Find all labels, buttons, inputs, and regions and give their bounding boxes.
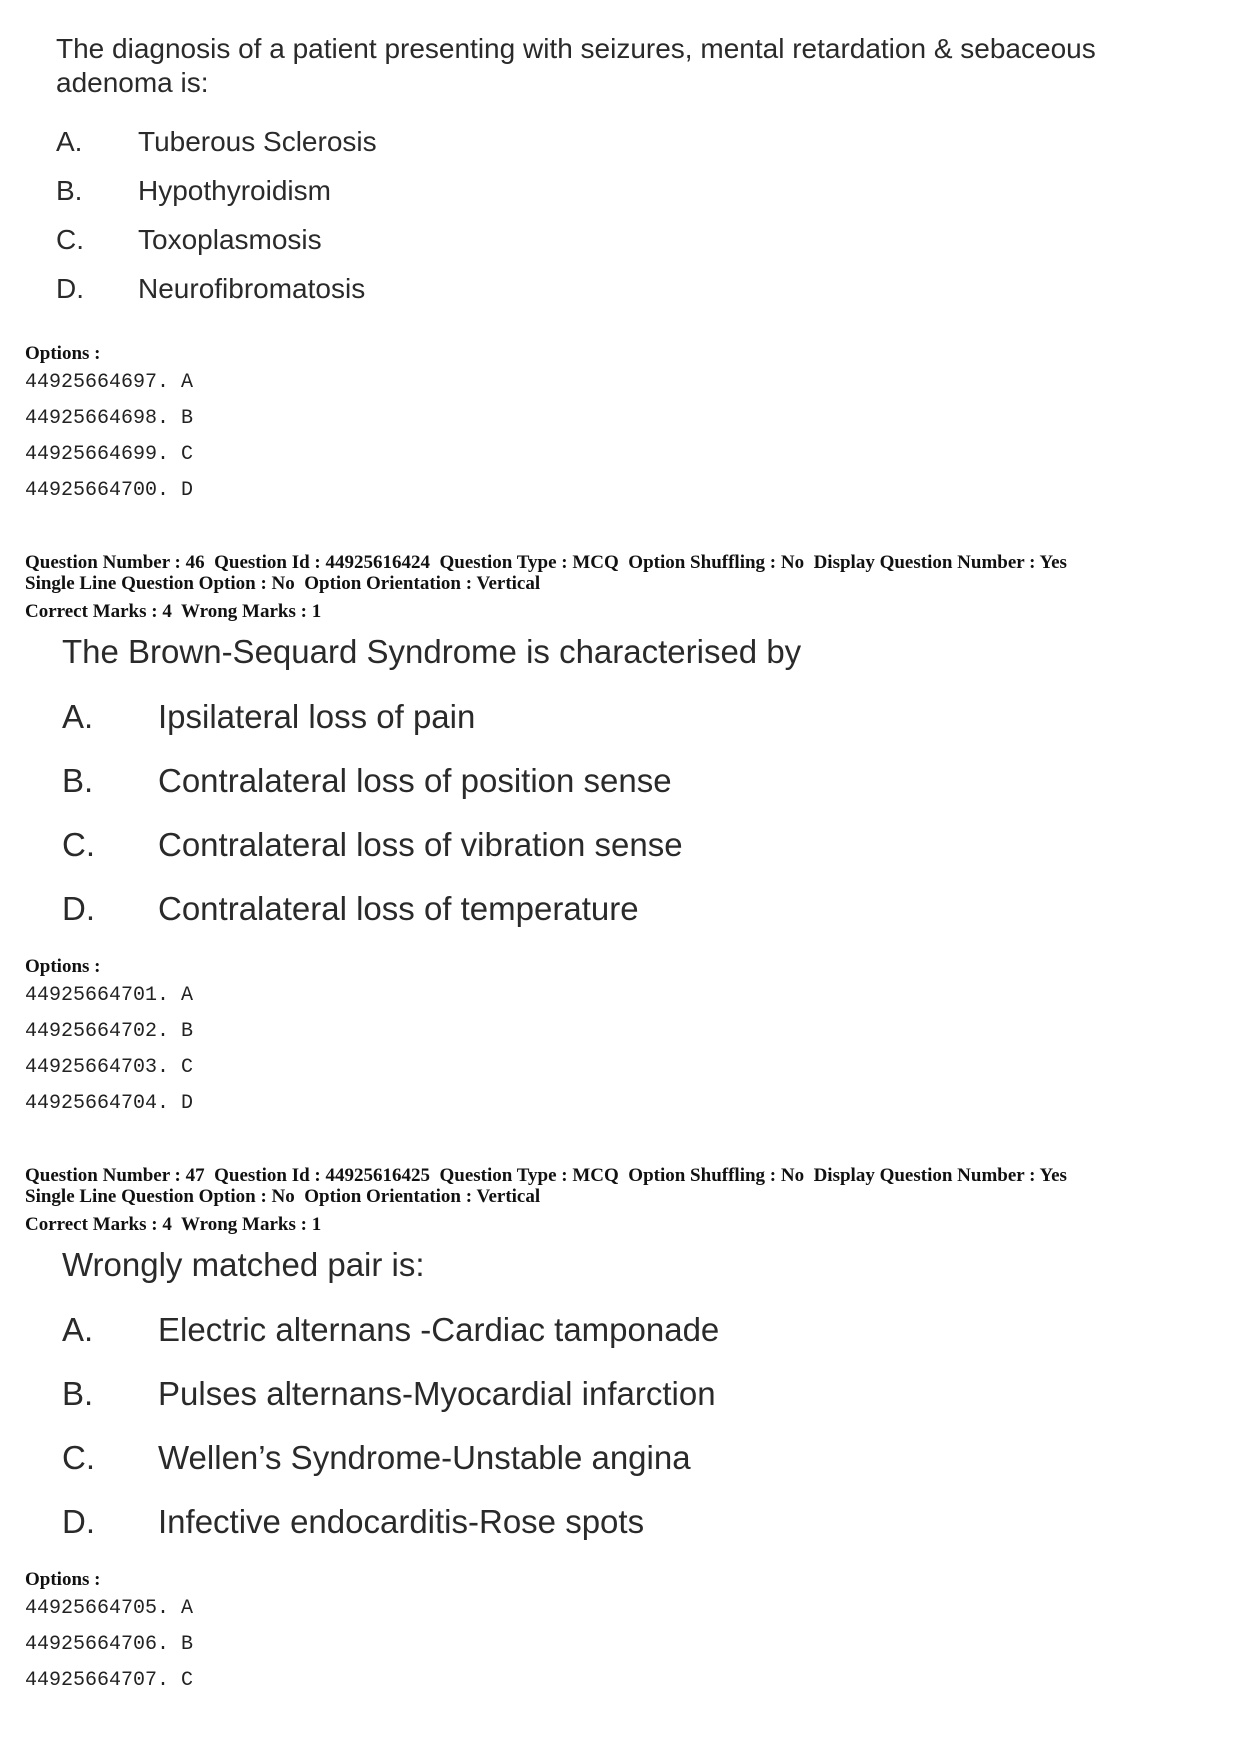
choice-text: Toxoplasmosis [138,224,322,255]
option-id-row: 44925664701. A [25,984,194,1007]
choice-a [62,1310,719,1350]
option-id-row: 44925664702. B [25,1020,194,1043]
question-meta-line: Single Line Question Option : No Option Orientation : Vertical [25,1186,541,1207]
choice-b [62,1374,716,1414]
option-id-row: 44925664699. C [25,443,194,466]
choice-text: Infective endocarditis-Rose spots [158,1503,645,1540]
option-id-row: 44925664703. C [25,1056,194,1079]
choice-letter: D. [62,1503,95,1540]
choice-text: Neurofibromatosis [138,273,366,304]
choice-text: Wellen’s Syndrome-Unstable angina [158,1439,691,1476]
choice-text: Ipsilateral loss of pain [158,698,476,735]
choice-text: Hypothyroidism [138,175,331,206]
choice-text: Contralateral loss of vibration sense [158,826,683,863]
option-id-row: 44925664706. B [25,1633,194,1656]
choice-d [62,1502,644,1542]
option-id-row: 44925664707. C [25,1669,194,1692]
choice-text: Pulses alternans-Myocardial infarction [158,1375,716,1412]
option-id-row: 44925664697. A [25,371,194,394]
marks-line: Correct Marks : 4 Wrong Marks : 1 [25,1214,322,1235]
choice-b [62,761,672,801]
choice-letter: C. [62,826,95,863]
question-stem: The Brown-Sequard Syndrome is characterised by [62,633,802,670]
options-label: Options : [25,956,101,977]
choice-letter: C. [56,224,84,255]
choice-letter: A. [62,698,94,735]
choice-b [56,174,331,208]
choice-d [56,272,365,306]
option-id-row: 44925664698. B [25,407,194,430]
choice-c [62,825,683,865]
marks-line: Correct Marks : 4 Wrong Marks : 1 [25,601,322,622]
choice-letter: D. [56,273,84,304]
choice-letter: A. [62,1311,94,1348]
choice-text: Tuberous Sclerosis [138,126,377,157]
choice-d [62,889,639,929]
choice-a [62,697,475,737]
choice-text: Electric alternans -Cardiac tamponade [158,1311,720,1348]
choice-a [56,125,377,159]
choice-c [56,223,322,257]
question-meta-line: Single Line Question Option : No Option Orientation : Vertical [25,573,541,594]
question-stem: The diagnosis of a patient presenting with seizures, mental retardation & sebaceous adenoma is: [56,33,1096,98]
choice-letter: B. [62,762,94,799]
choice-text: Contralateral loss of temperature [158,890,639,927]
option-id-row: 44925664704. D [25,1092,194,1115]
choice-text: Contralateral loss of position sense [158,762,672,799]
choice-letter: B. [56,175,83,206]
question-meta-line: Question Number : 47 Question Id : 44925616425 Question Type : MCQ Option Shuffling : No Display Question Number : Yes [25,1165,1067,1186]
choice-letter: C. [62,1439,95,1476]
question-meta-line: Question Number : 46 Question Id : 44925616424 Question Type : MCQ Option Shuffling : No Display Question Number : Yes [25,552,1067,573]
option-id-row: 44925664705. A [25,1597,194,1620]
choice-letter: A. [56,126,83,157]
choice-letter: D. [62,890,95,927]
question-stem: Wrongly matched pair is: [62,1246,425,1283]
options-label: Options : [25,343,101,364]
choice-c [62,1438,691,1478]
option-id-row: 44925664700. D [25,479,194,502]
options-label: Options : [25,1569,101,1590]
choice-letter: B. [62,1375,94,1412]
